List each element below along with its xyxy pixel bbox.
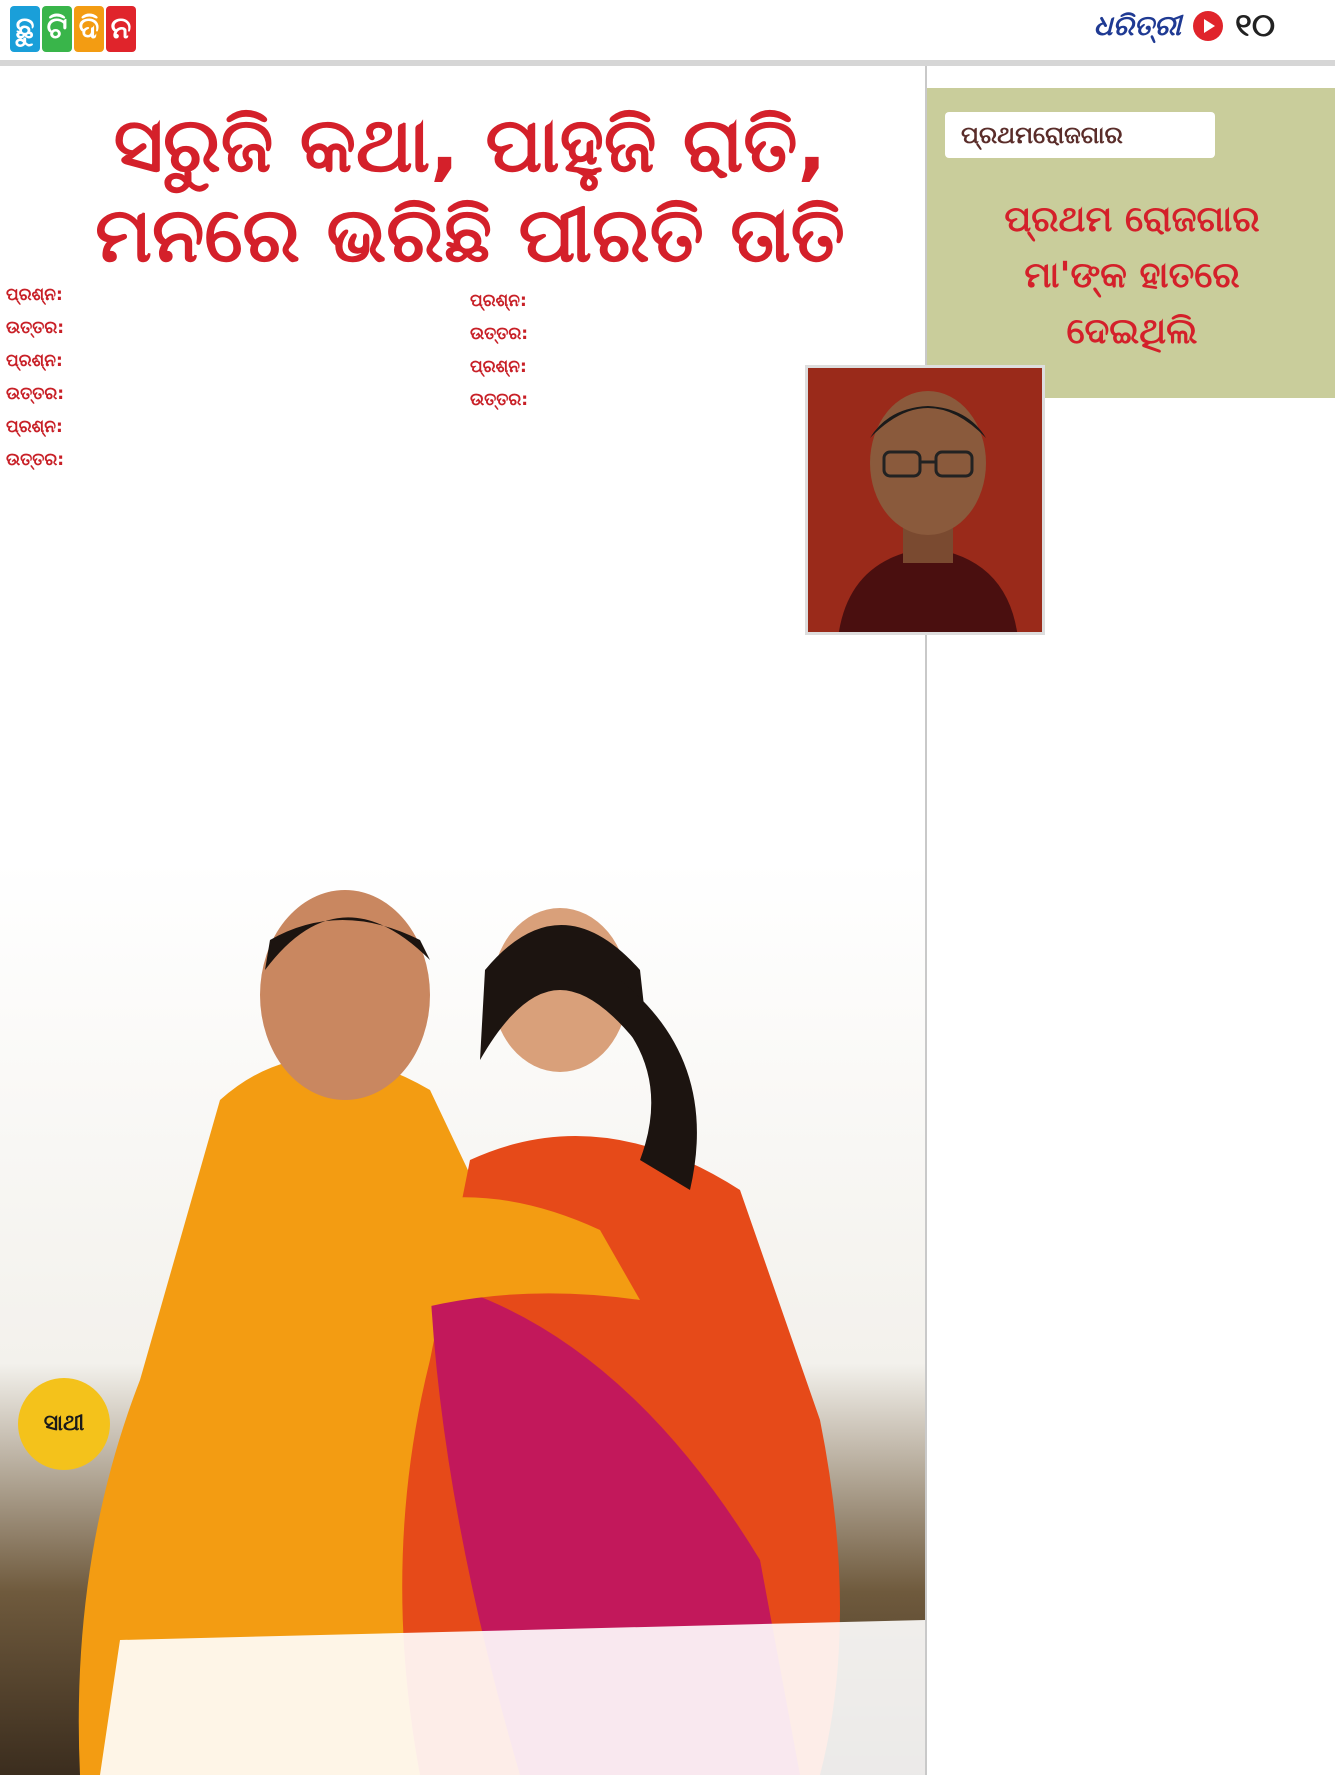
qa-label: ପ୍ରଶ୍ନ:	[470, 357, 527, 377]
main-headline	[20, 100, 920, 280]
qa-label: ଉତ୍ତର:	[6, 318, 65, 338]
qa-item	[470, 321, 910, 348]
headline-line-1: ସରୁଜି କଥା, ପାହୁଜି ରାତି,	[113, 100, 827, 189]
section-logo-letter: ନ	[106, 6, 136, 52]
section-logo	[10, 6, 136, 52]
qa-label: ପ୍ରଶ୍ନ:	[470, 291, 527, 311]
qa-label: ଉତ୍ତର:	[470, 390, 529, 410]
qa-label: ଉତ୍ତର:	[6, 384, 65, 404]
couple-illustration	[0, 860, 925, 1775]
sidebar-column	[925, 66, 1335, 1775]
page-header	[0, 0, 1335, 58]
section-logo-letter: ଦି	[74, 6, 104, 52]
qa-item	[6, 414, 446, 441]
qa-item	[6, 447, 446, 474]
qa-label: ଉତ୍ତର:	[470, 324, 529, 344]
article-column-1	[6, 282, 446, 480]
sidebar-title-line: ମା'ଙ୍କ ହାତରେ	[1024, 255, 1240, 296]
qa-label: ପ୍ରଶ୍ନ:	[6, 285, 63, 305]
qa-item	[6, 381, 446, 408]
section-logo-letter: ଛୁ	[10, 6, 40, 52]
qa-item	[470, 288, 910, 315]
sidebar-section-tag: ପ୍ରଥମରୋଜଗାର	[945, 112, 1215, 158]
page-number: ୧୦	[1235, 6, 1275, 44]
sidebar-title-line: ଦେଇଥିଲି	[1066, 311, 1198, 352]
sidebar-banner	[927, 88, 1335, 398]
couple-photo	[0, 860, 925, 1775]
sidebar-title-line: ପ୍ରଥମ ରୋଜଗାର	[1004, 199, 1260, 240]
play-icon	[1193, 11, 1223, 41]
sidebar-title	[927, 192, 1335, 360]
author-portrait-illustration	[808, 368, 1045, 635]
headline-line-2: ମନରେ ଭରିଛି ପୀରତି ତାତି	[95, 190, 845, 279]
qa-label: ପ୍ରଶ୍ନ:	[6, 417, 63, 437]
newspaper-brand	[1094, 6, 1275, 45]
qa-item	[6, 315, 446, 342]
brand-name: ଧରିତ୍ରୀ	[1093, 8, 1182, 42]
qa-label: ଉତ୍ତର:	[6, 450, 65, 470]
qa-label: ପ୍ରଶ୍ନ:	[6, 351, 63, 371]
author-portrait	[805, 365, 1045, 635]
qa-item	[6, 348, 446, 375]
section-logo-letter: ଟି	[42, 6, 72, 52]
qa-item	[6, 282, 446, 309]
sathi-badge: ସାଥୀ	[18, 1378, 110, 1470]
